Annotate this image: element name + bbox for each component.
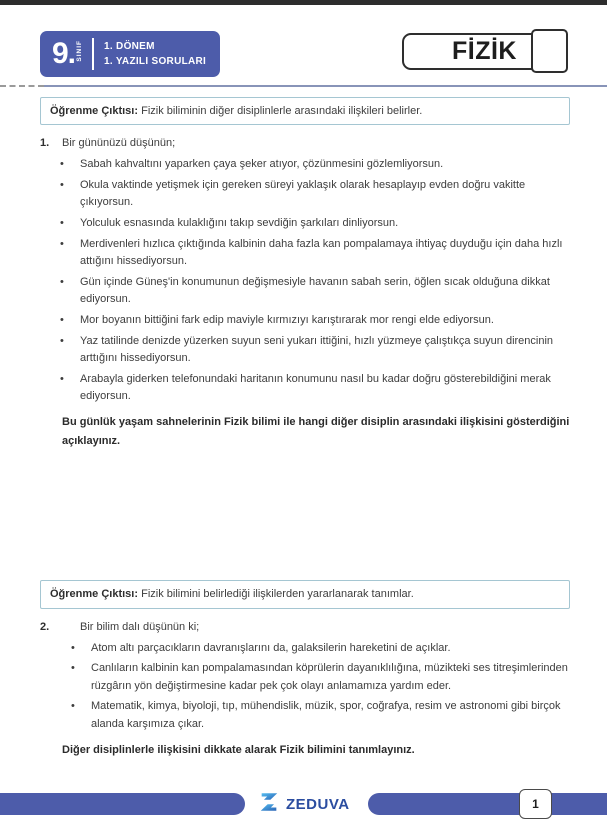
question-2 <box>40 621 570 633</box>
bullet-text: Gün içinde Güneş'in konumunun değişmesiyle havanın sabah serin, öğlen sıcak olduğuna dikkat ediyorsun. <box>80 275 550 306</box>
learning-outcome-box-2 <box>40 580 570 608</box>
bullet-text: Merdivenleri hızlıca çıktığında kalbinin daha fazla kan pompalamaya ihtiyaç duyduğu için daha hızlı attığını hissediyorsun. <box>80 237 563 268</box>
list-item <box>60 215 570 233</box>
bullet-text: Okula vaktinde yetişmek için gereken süreyi yaklaşık olarak hesaplayıp evden doğru vakitte çıkıyorsun. <box>80 178 526 209</box>
list-item <box>60 371 570 406</box>
page-number: 1 <box>532 797 539 811</box>
bullet-marker: • <box>71 662 75 675</box>
bullet-marker: • <box>71 700 75 713</box>
question-1-prompt: Bu günlük yaşam sahnelerinin Fizik bilimi ile hangi diğer disiplin arasındaki ilişkisini gösterdiğini açıklayınız. <box>62 416 570 447</box>
bullet-text: Canlıların kalbinin kan pompalamasından köprülerin dayanıklılığına, müzikteki ses titreşimlerinden rüzgârın yön değiştirmesine kadar pek çok olayı anlamamıza yardım eder. <box>91 662 568 692</box>
bullet-marker: • <box>60 314 64 327</box>
bullet-text: Yaz tatilinde denizde yüzerken suyun seni yukarı ittiğini, hızlı yüzmeye çalıştıkça suyun direncinin arttığını hissediyorsun. <box>80 334 554 365</box>
subject-title: FİZİK <box>452 37 517 65</box>
list-item <box>60 333 570 368</box>
page-number-box <box>519 789 552 819</box>
top-edge-bar <box>0 0 607 5</box>
question-1 <box>40 137 570 149</box>
bullet-text: Atom altı parçacıkların davranışlarını da, galaksilerin hareketini de açıklar. <box>91 641 451 654</box>
bullet-text: Sabah kahvaltını yaparken çaya şeker atıyor, çözünmesini gözlemliyorsun. <box>80 158 444 171</box>
bullet-marker: • <box>60 178 64 191</box>
question-number: 1. <box>40 137 50 150</box>
question-number: 2. <box>40 620 50 633</box>
zeduva-z-icon <box>258 791 280 818</box>
outcome-label: Öğrenme Çıktısı: <box>50 105 139 117</box>
divider-dashed-segment <box>0 85 44 87</box>
footer-bar-left <box>0 793 245 815</box>
footer-bar-right <box>368 793 607 815</box>
question-1-bullet-list <box>40 156 570 406</box>
score-box <box>531 29 568 73</box>
grade-badge <box>40 31 220 77</box>
header-divider <box>0 85 607 87</box>
term-line1: 1. DÖNEM <box>104 41 155 52</box>
outcome-text: Fizik bilimini belirlediği ilişkilerden yararlanarak tanımlar. <box>141 588 414 601</box>
list-item <box>60 156 570 174</box>
list-item <box>71 698 570 733</box>
list-item <box>60 177 570 212</box>
list-item <box>60 236 570 271</box>
page-footer <box>0 793 607 815</box>
bullet-marker: • <box>60 158 64 171</box>
grade-label: SINIF <box>76 40 84 62</box>
answer-space <box>40 450 570 580</box>
page-header <box>40 31 567 77</box>
bullet-text: Matematik, kimya, biyoloji, tıp, mühendislik, müzik, spor, coğrafya, resim ve astronomi gibi birçok alanda karşımıza çıkar. <box>91 700 561 731</box>
bullet-text: Arabayla giderken telefonundaki haritanın konumunu nasıl bu kadar doğru gösterebildiğini merak ediyorsun. <box>80 372 551 403</box>
learning-outcome-box-1 <box>40 97 570 125</box>
list-item <box>60 312 570 330</box>
outcome-label: Öğrenme Çıktısı: <box>50 588 139 601</box>
bullet-marker: • <box>60 275 64 288</box>
subject-title-box <box>402 33 567 70</box>
question-intro: Bir gününüzü düşünün; <box>62 137 176 150</box>
outcome-text: Fizik biliminin diğer disiplinlerle arasındaki ilişkileri belirler. <box>141 105 423 117</box>
term-block <box>104 39 206 69</box>
bullet-text: Yolculuk esnasında kulaklığını takıp sevdiğin şarkıları dinliyorsun. <box>80 217 399 230</box>
bullet-marker: • <box>60 217 64 230</box>
question-2-bullet-list <box>40 640 570 734</box>
list-item <box>71 640 570 658</box>
bullet-marker: • <box>60 237 64 250</box>
term-line2: 1. YAZILI SORULARI <box>104 56 207 67</box>
bullet-text: Mor boyanın bittiğini fark edip maviyle kırmızıyı karıştırarak mor rengi elde ediyorsun. <box>80 314 494 327</box>
question-intro: Bir bilim dalı düşünün ki; <box>80 620 200 633</box>
question-2-prompt: Diğer disiplinlerle ilişkisini dikkate alarak Fizik bilimini tanımlayınız. <box>62 743 415 756</box>
grade-number: 9. <box>52 37 76 70</box>
badge-divider <box>92 38 94 70</box>
exam-content <box>40 97 570 759</box>
brand-logo <box>258 791 350 817</box>
bullet-marker: • <box>60 334 64 347</box>
brand-name: ZEDUVA <box>286 795 350 813</box>
list-item <box>71 660 570 695</box>
divider-solid-segment <box>44 85 607 87</box>
bullet-marker: • <box>60 372 64 385</box>
bullet-marker: • <box>71 641 75 654</box>
list-item <box>60 274 570 309</box>
